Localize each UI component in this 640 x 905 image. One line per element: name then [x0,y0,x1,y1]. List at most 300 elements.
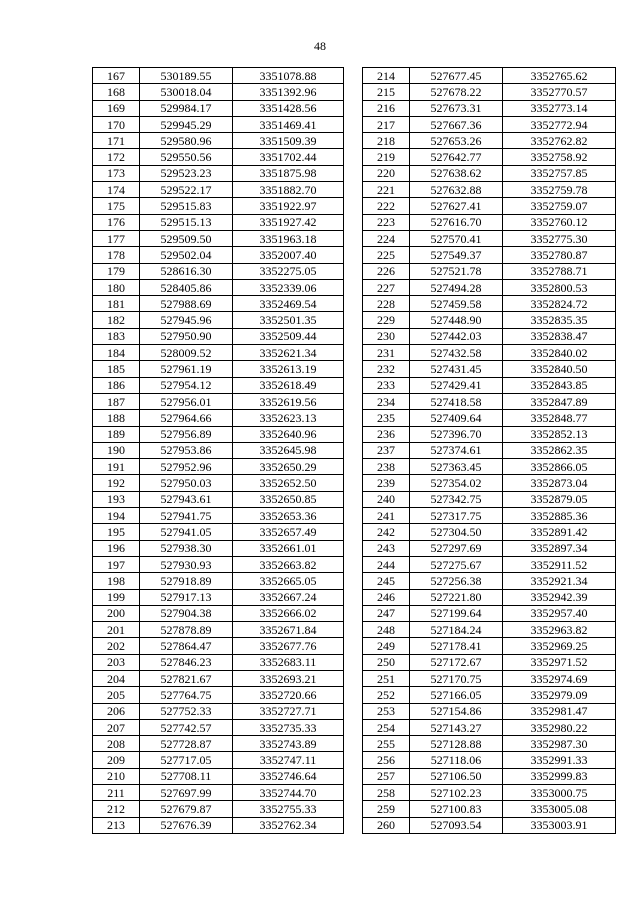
point-number-cell: 214 [363,68,410,84]
point-number-cell: 207 [93,719,140,735]
y-coordinate-cell: 3351882.70 [233,182,344,198]
y-coordinate-cell: 3351078.88 [233,68,344,84]
table-row [363,100,616,116]
y-coordinate-cell: 3352735.33 [233,719,344,735]
table-row [93,442,344,458]
table-row [363,638,616,654]
point-number-cell: 188 [93,410,140,426]
y-coordinate-cell: 3352007.40 [233,247,344,263]
x-coordinate-cell: 527616.70 [410,214,503,230]
point-number-cell: 201 [93,622,140,638]
y-coordinate-cell: 3352720.66 [233,687,344,703]
table-row [363,426,616,442]
table-row [363,524,616,540]
point-number-cell: 212 [93,801,140,817]
y-coordinate-cell: 3352979.09 [503,687,616,703]
x-coordinate-cell: 527199.64 [410,605,503,621]
y-coordinate-cell: 3352770.57 [503,84,616,100]
table-row [93,475,344,491]
x-coordinate-cell: 527846.23 [140,654,233,670]
point-number-cell: 167 [93,68,140,84]
table-row [93,198,344,214]
x-coordinate-cell: 527638.62 [410,165,503,181]
y-coordinate-cell: 3351469.41 [233,116,344,132]
table-row [93,84,344,100]
y-coordinate-cell: 3351922.97 [233,198,344,214]
x-coordinate-cell: 527717.05 [140,752,233,768]
y-coordinate-cell: 3352980.22 [503,719,616,735]
y-coordinate-cell: 3352747.11 [233,752,344,768]
y-coordinate-cell: 3352757.85 [503,165,616,181]
x-coordinate-cell: 527363.45 [410,459,503,475]
x-coordinate-cell: 527950.90 [140,328,233,344]
x-coordinate-cell: 527930.93 [140,556,233,572]
point-number-cell: 248 [363,622,410,638]
x-coordinate-cell: 527917.13 [140,589,233,605]
y-coordinate-cell: 3352838.47 [503,328,616,344]
y-coordinate-cell: 3352275.05 [233,263,344,279]
point-number-cell: 245 [363,573,410,589]
point-number-cell: 168 [93,84,140,100]
x-coordinate-cell: 527549.37 [410,247,503,263]
x-coordinate-cell: 527521.78 [410,263,503,279]
table-row [93,573,344,589]
y-coordinate-cell: 3352657.49 [233,524,344,540]
table-row [363,475,616,491]
y-coordinate-cell: 3352866.05 [503,459,616,475]
x-coordinate-cell: 527106.50 [410,768,503,784]
x-coordinate-cell: 529984.17 [140,100,233,116]
table-row [93,345,344,361]
point-number-cell: 251 [363,670,410,686]
y-coordinate-cell: 3351509.39 [233,133,344,149]
table-row [363,459,616,475]
table-row [93,247,344,263]
y-coordinate-cell: 3352671.84 [233,622,344,638]
table-row [363,508,616,524]
y-coordinate-cell: 3352693.21 [233,670,344,686]
point-number-cell: 196 [93,540,140,556]
x-coordinate-cell: 527752.33 [140,703,233,719]
y-coordinate-cell: 3352969.25 [503,638,616,654]
x-coordinate-cell: 527988.69 [140,296,233,312]
point-number-cell: 216 [363,100,410,116]
point-number-cell: 195 [93,524,140,540]
y-coordinate-cell: 3352824.72 [503,296,616,312]
table-row [363,801,616,817]
x-coordinate-cell: 527143.27 [410,719,503,735]
point-number-cell: 240 [363,491,410,507]
y-coordinate-cell: 3353003.91 [503,817,616,833]
point-number-cell: 202 [93,638,140,654]
table-row [363,817,616,833]
x-coordinate-cell: 527459.58 [410,296,503,312]
table-row [93,719,344,735]
x-coordinate-cell: 527954.12 [140,377,233,393]
point-number-cell: 203 [93,654,140,670]
x-coordinate-cell: 527184.24 [410,622,503,638]
point-number-cell: 190 [93,442,140,458]
y-coordinate-cell: 3352765.62 [503,68,616,84]
point-number-cell: 230 [363,328,410,344]
x-coordinate-cell: 527178.41 [410,638,503,654]
point-number-cell: 198 [93,573,140,589]
table-row [363,670,616,686]
table-row [363,230,616,246]
point-number-cell: 235 [363,410,410,426]
table-row [93,638,344,654]
point-number-cell: 257 [363,768,410,784]
table-row [93,230,344,246]
point-number-cell: 218 [363,133,410,149]
point-number-cell: 170 [93,116,140,132]
point-number-cell: 189 [93,426,140,442]
y-coordinate-cell: 3351702.44 [233,149,344,165]
point-number-cell: 193 [93,491,140,507]
y-coordinate-cell: 3352835.35 [503,312,616,328]
point-number-cell: 174 [93,182,140,198]
point-number-cell: 177 [93,230,140,246]
y-coordinate-cell: 3351927.42 [233,214,344,230]
x-coordinate-cell: 527918.89 [140,573,233,589]
y-coordinate-cell: 3352780.87 [503,247,616,263]
point-number-cell: 194 [93,508,140,524]
x-coordinate-cell: 527943.61 [140,491,233,507]
x-coordinate-cell: 527429.41 [410,377,503,393]
table-row [93,736,344,752]
table-row [363,198,616,214]
table-row [363,312,616,328]
point-number-cell: 228 [363,296,410,312]
table-row [363,296,616,312]
y-coordinate-cell: 3352677.76 [233,638,344,654]
x-coordinate-cell: 527864.47 [140,638,233,654]
y-coordinate-cell: 3352862.35 [503,442,616,458]
y-coordinate-cell: 3352339.06 [233,279,344,295]
y-coordinate-cell: 3352788.71 [503,263,616,279]
x-coordinate-cell: 527742.57 [140,719,233,735]
x-coordinate-cell: 527956.89 [140,426,233,442]
table-row [93,524,344,540]
y-coordinate-cell: 3352613.19 [233,361,344,377]
y-coordinate-cell: 3352873.04 [503,475,616,491]
table-row [363,540,616,556]
point-number-cell: 197 [93,556,140,572]
table-row [93,182,344,198]
x-coordinate-cell: 527627.41 [410,198,503,214]
y-coordinate-cell: 3352800.53 [503,279,616,295]
table-row [363,149,616,165]
y-coordinate-cell: 3352852.13 [503,426,616,442]
y-coordinate-cell: 3352848.77 [503,410,616,426]
x-coordinate-cell: 527708.11 [140,768,233,784]
point-number-cell: 192 [93,475,140,491]
y-coordinate-cell: 3352775.30 [503,230,616,246]
table-row [363,165,616,181]
table-row [93,622,344,638]
point-number-cell: 258 [363,785,410,801]
y-coordinate-cell: 3352840.02 [503,345,616,361]
y-coordinate-cell: 3351392.96 [233,84,344,100]
table-row [363,622,616,638]
y-coordinate-cell: 3352665.05 [233,573,344,589]
table-row [93,165,344,181]
point-number-cell: 171 [93,133,140,149]
x-coordinate-cell: 527154.86 [410,703,503,719]
x-coordinate-cell: 527374.61 [410,442,503,458]
table-row [93,556,344,572]
table-row [363,214,616,230]
x-coordinate-cell: 530189.55 [140,68,233,84]
table-row [93,116,344,132]
y-coordinate-cell: 3352762.34 [233,817,344,833]
point-number-cell: 238 [363,459,410,475]
table-row [93,410,344,426]
y-coordinate-cell: 3352847.89 [503,393,616,409]
x-coordinate-cell: 527494.28 [410,279,503,295]
point-number-cell: 247 [363,605,410,621]
y-coordinate-cell: 3352921.34 [503,573,616,589]
x-coordinate-cell: 527950.03 [140,475,233,491]
table-row [93,426,344,442]
x-coordinate-cell: 530018.04 [140,84,233,100]
point-number-cell: 252 [363,687,410,703]
table-row [93,785,344,801]
point-number-cell: 213 [93,817,140,833]
table-row [93,328,344,344]
x-coordinate-cell: 528405.86 [140,279,233,295]
point-number-cell: 227 [363,279,410,295]
point-number-cell: 225 [363,247,410,263]
y-coordinate-cell: 3351875.98 [233,165,344,181]
point-number-cell: 241 [363,508,410,524]
x-coordinate-cell: 527297.69 [410,540,503,556]
x-coordinate-cell: 527172.67 [410,654,503,670]
x-coordinate-cell: 527952.96 [140,459,233,475]
y-coordinate-cell: 3352667.24 [233,589,344,605]
point-number-cell: 185 [93,361,140,377]
point-number-cell: 204 [93,670,140,686]
y-coordinate-cell: 3352663.82 [233,556,344,572]
x-coordinate-cell: 528009.52 [140,345,233,361]
point-number-cell: 220 [363,165,410,181]
x-coordinate-cell: 527409.64 [410,410,503,426]
x-coordinate-cell: 527941.75 [140,508,233,524]
table-row [93,377,344,393]
table-row [93,214,344,230]
x-coordinate-cell: 527275.67 [410,556,503,572]
x-coordinate-cell: 527432.58 [410,345,503,361]
point-number-cell: 205 [93,687,140,703]
y-coordinate-cell: 3352911.52 [503,556,616,572]
y-coordinate-cell: 3352987.30 [503,736,616,752]
x-coordinate-cell: 527904.38 [140,605,233,621]
point-number-cell: 172 [93,149,140,165]
y-coordinate-cell: 3352773.14 [503,100,616,116]
point-number-cell: 229 [363,312,410,328]
table-row [93,296,344,312]
y-coordinate-cell: 3352999.83 [503,768,616,784]
point-number-cell: 199 [93,589,140,605]
table-row [93,68,344,84]
table-row [93,670,344,686]
point-number-cell: 187 [93,393,140,409]
table-row [93,817,344,833]
y-coordinate-cell: 3352760.12 [503,214,616,230]
point-number-cell: 178 [93,247,140,263]
point-number-cell: 254 [363,719,410,735]
y-coordinate-cell: 3352843.85 [503,377,616,393]
y-coordinate-cell: 3352891.42 [503,524,616,540]
y-coordinate-cell: 3352683.11 [233,654,344,670]
table-row [363,442,616,458]
x-coordinate-cell: 527956.01 [140,393,233,409]
x-coordinate-cell: 529550.56 [140,149,233,165]
point-number-cell: 181 [93,296,140,312]
table-row [363,491,616,507]
table-row [363,768,616,784]
y-coordinate-cell: 3352640.96 [233,426,344,442]
x-coordinate-cell: 527632.88 [410,182,503,198]
y-coordinate-cell: 3352759.78 [503,182,616,198]
x-coordinate-cell: 527128.88 [410,736,503,752]
point-number-cell: 260 [363,817,410,833]
y-coordinate-cell: 3352879.05 [503,491,616,507]
table-row [363,377,616,393]
table-row [93,263,344,279]
x-coordinate-cell: 527953.86 [140,442,233,458]
point-number-cell: 217 [363,116,410,132]
table-row [93,540,344,556]
x-coordinate-cell: 527678.22 [410,84,503,100]
table-row [363,589,616,605]
table-row [363,133,616,149]
table-row [363,345,616,361]
point-number-cell: 259 [363,801,410,817]
y-coordinate-cell: 3352885.36 [503,508,616,524]
y-coordinate-cell: 3352758.92 [503,149,616,165]
y-coordinate-cell: 3352963.82 [503,622,616,638]
y-coordinate-cell: 3353005.08 [503,801,616,817]
point-number-cell: 180 [93,279,140,295]
point-number-cell: 215 [363,84,410,100]
y-coordinate-cell: 3351963.18 [233,230,344,246]
y-coordinate-cell: 3352772.94 [503,116,616,132]
y-coordinate-cell: 3352942.39 [503,589,616,605]
x-coordinate-cell: 527354.02 [410,475,503,491]
table-row [93,133,344,149]
point-number-cell: 208 [93,736,140,752]
point-number-cell: 191 [93,459,140,475]
point-number-cell: 231 [363,345,410,361]
point-number-cell: 184 [93,345,140,361]
x-coordinate-cell: 527317.75 [410,508,503,524]
point-number-cell: 242 [363,524,410,540]
x-coordinate-cell: 527102.23 [410,785,503,801]
point-number-cell: 224 [363,230,410,246]
x-coordinate-cell: 527679.87 [140,801,233,817]
table-row [363,84,616,100]
point-number-cell: 236 [363,426,410,442]
point-number-cell: 233 [363,377,410,393]
point-number-cell: 255 [363,736,410,752]
table-row [363,247,616,263]
x-coordinate-cell: 529522.17 [140,182,233,198]
x-coordinate-cell: 527256.38 [410,573,503,589]
point-number-cell: 209 [93,752,140,768]
y-coordinate-cell: 3352991.33 [503,752,616,768]
table-row [93,605,344,621]
x-coordinate-cell: 527821.67 [140,670,233,686]
x-coordinate-cell: 527570.41 [410,230,503,246]
y-coordinate-cell: 3352509.44 [233,328,344,344]
y-coordinate-cell: 3351428.56 [233,100,344,116]
y-coordinate-cell: 3352974.69 [503,670,616,686]
y-coordinate-cell: 3352727.71 [233,703,344,719]
y-coordinate-cell: 3352650.29 [233,459,344,475]
table-row [363,573,616,589]
y-coordinate-cell: 3352971.52 [503,654,616,670]
point-number-cell: 210 [93,768,140,784]
table-row [363,736,616,752]
x-coordinate-cell: 529580.96 [140,133,233,149]
coordinates-table-left [92,67,344,834]
x-coordinate-cell: 527667.36 [410,116,503,132]
x-coordinate-cell: 529515.83 [140,198,233,214]
table-row [93,459,344,475]
table-row [93,752,344,768]
table-row [93,654,344,670]
point-number-cell: 234 [363,393,410,409]
table-row [363,410,616,426]
x-coordinate-cell: 529945.29 [140,116,233,132]
x-coordinate-cell: 527093.54 [410,817,503,833]
y-coordinate-cell: 3353000.75 [503,785,616,801]
table-row [93,100,344,116]
point-number-cell: 221 [363,182,410,198]
table-row [363,785,616,801]
table-row [93,801,344,817]
x-coordinate-cell: 527676.39 [140,817,233,833]
point-number-cell: 175 [93,198,140,214]
y-coordinate-cell: 3352755.33 [233,801,344,817]
point-number-cell: 173 [93,165,140,181]
table-row [363,116,616,132]
y-coordinate-cell: 3352957.40 [503,605,616,621]
table-row [93,703,344,719]
point-number-cell: 206 [93,703,140,719]
table-row [363,752,616,768]
x-coordinate-cell: 527221.80 [410,589,503,605]
x-coordinate-cell: 527938.30 [140,540,233,556]
x-coordinate-cell: 527431.45 [410,361,503,377]
point-number-cell: 253 [363,703,410,719]
table-row [93,508,344,524]
x-coordinate-cell: 529509.50 [140,230,233,246]
x-coordinate-cell: 527442.03 [410,328,503,344]
x-coordinate-cell: 527166.05 [410,687,503,703]
point-number-cell: 223 [363,214,410,230]
x-coordinate-cell: 528616.30 [140,263,233,279]
x-coordinate-cell: 527342.75 [410,491,503,507]
x-coordinate-cell: 527100.83 [410,801,503,817]
x-coordinate-cell: 527642.77 [410,149,503,165]
x-coordinate-cell: 527964.66 [140,410,233,426]
y-coordinate-cell: 3352840.50 [503,361,616,377]
y-coordinate-cell: 3352469.54 [233,296,344,312]
table-row [363,556,616,572]
y-coordinate-cell: 3352759.07 [503,198,616,214]
